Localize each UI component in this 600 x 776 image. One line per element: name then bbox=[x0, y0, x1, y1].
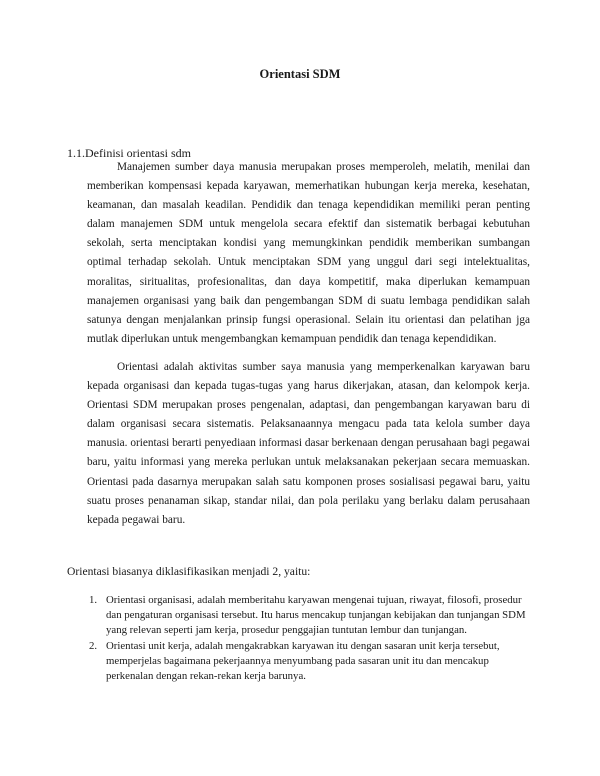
section-heading: 1.1.Definisi orientasi sdm bbox=[67, 146, 191, 160]
list-item bbox=[89, 593, 532, 639]
classification-intro: Orientasi biasanya diklasifikasikan menjadi 2, yaitu: bbox=[67, 565, 311, 578]
classification-list bbox=[89, 593, 532, 684]
list-item-text: Orientasi unit kerja, adalah mengakrabkan karyawan itu dengan sasaran unit kerja tersebut, memperjelas bagaimana pekerjaannya menyumbang pada sasaran unit itu dan mencakup perkenalan dengan rekan-rekan kerja barunya. bbox=[106, 639, 500, 683]
list-item-text: Orientasi organisasi, adalah memberitahu karyawan mengenai tujuan, riwayat, filosofi, prosedur dan pengaturan organisasi tersebut. Itu harus mencakup tunjangan kebijakan dan tunjangan SDM yang relevan seperti jam kerja, prosedur penggajian tuntutan lembur dan tunjangan. bbox=[106, 594, 526, 637]
paragraph-definition: Manajemen sumber daya manusia merupakan proses memperoleh, melatih, menilai dan memberikan kompensasi kepada karyawan, memerhatikan hubungan kerja mereka, kesehatan, keamanan, dan masalah keadilan. Pendidik dan tenaga kependidikan memiliki peran penting dalam manajemen SDM untuk mengelola secara efektif dan sistematik berbagai kebutuhan sekolah, serta menciptakan kondisi yang memungkinkan pendidik memberikan sumbangan optimal terhadap sekolah. Untuk menciptakan SDM yang unggul dari segi intelektualitas, moralitas, siritualitas, profesionalitas, dan daya kompetitif, maka diperlukan kemampuan manajemen organisasi yang baik dan pengembangan SDM di suatu lembaga pendidikan salah satunya dengan menjalankan prinsip fungsi operasional. Selain itu orientasi dan pelatihan jga mutlak diperlukan untuk mengembangkan kemampuan pendidik dan tenaga kependidikan. bbox=[87, 161, 530, 345]
list-item-number: 2. bbox=[89, 639, 98, 652]
list-item bbox=[89, 639, 532, 685]
list-item-number: 1. bbox=[89, 594, 98, 606]
paragraph-orientation: Orientasi adalah aktivitas sumber saya manusia yang memperkenalkan karyawan baru kepada organisasi dan kepada tugas-tugas yang harus dikerjakan, atasan, dan kelompok kerja. Orientasi SDM merupakan proses pengenalan, adaptasi, dan pengembangan karyawan baru di dalam organisasi secara sistematis. Pelaksanaannya mengacu pada tata kelola sumber daya manusia. orientasi berarti penyediaan informasi dasar berkenaan dengan perusahaan bagi pegawai baru, yaitu informasi yang mereka perlukan untuk melaksanakan pekerjaan secara memuaskan. Orientasi pada dasarnya merupakan salah satu komponen proses sosialisasi pegawai baru, yaitu suatu proses penanaman sikap, standar nilai, dan pola perilaku yang berlaku dalam perusahaan kepada pegawai baru. bbox=[87, 361, 530, 526]
document-title: Orientasi SDM bbox=[259, 67, 341, 81]
